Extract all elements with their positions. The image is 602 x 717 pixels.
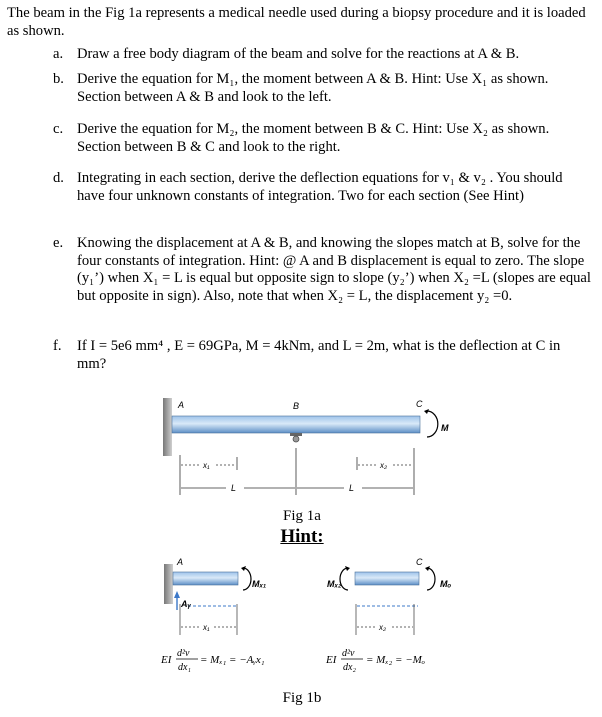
- question-text: Knowing the displacement at A & B, and knowing the slopes match at B, solve for the four constants of integration. Hint: @ A and B displacement is equal to zero. The slope (y₁’) when X₁ = L is equal but opposite sign to slope (y₂’) when X₂ =L (slopes are equal but opposite in sign). Also, note that when X₂ = L, the displacement y₂ =0.: [77, 235, 591, 304]
- caption-fig1a: Fig 1a: [283, 508, 321, 524]
- label-c-hint: C: [416, 557, 423, 567]
- label-x1-hint: x₁: [203, 623, 210, 632]
- label-c: C: [416, 399, 423, 409]
- moment-arrow: [427, 411, 438, 437]
- eq1-denominator: dx₁: [178, 662, 191, 673]
- label-m: M: [441, 423, 449, 433]
- eq2-rhs: = Mₓ₂ = −Mₒ: [366, 654, 425, 666]
- beam-segment-right: [355, 572, 419, 585]
- eq2-numerator: d²v: [342, 648, 355, 659]
- question-text: Derive the equation for M₁, the moment between A & B. Hint: Use X₁ as shown. Section between A & B and look to the left.: [77, 71, 549, 105]
- caption-fig1b: Fig 1b: [282, 690, 322, 706]
- question-text: Derive the equation for M₂, the moment between B & C. Hint: Use X₂ as shown. Section between B & C and look to the right.: [77, 121, 550, 155]
- question-label: e.: [53, 235, 64, 251]
- hint-heading: Hint:: [280, 526, 324, 547]
- question-label: a.: [53, 46, 64, 62]
- intro-text: The beam in the Fig 1a represents a medical needle used during a biopsy procedure and it is loaded as shown.: [7, 5, 586, 39]
- question-label: c.: [53, 121, 64, 137]
- question-text: If I = 5e6 mm⁴ , E = 69GPa, M = 4kNm, and L = 2m, what is the deflection at C in mm?: [77, 338, 561, 372]
- question-text: Draw a free body diagram of the beam and solve for the reactions at A & B.: [77, 46, 520, 62]
- question-text: Integrating in each section, derive the deflection equations for v₁ & v₂ . You should have four unknown constants of integration. Two for each section (See Hint): [77, 170, 563, 204]
- eq2-lhs: EI: [326, 654, 337, 666]
- beam: [172, 416, 420, 433]
- wall-support: [163, 398, 172, 456]
- beam-segment-left: [173, 572, 238, 585]
- label-a: A: [178, 400, 185, 410]
- question-label: b.: [53, 71, 64, 87]
- roller-wheel: [293, 436, 299, 442]
- label-x1: x₁: [203, 461, 210, 470]
- label-a-hint: A: [177, 557, 184, 567]
- label-mx1: Mₓ₁: [252, 579, 267, 589]
- question-label: d.: [53, 170, 64, 186]
- label-x2-hint: x₂: [379, 623, 387, 632]
- question-label: f.: [53, 338, 62, 354]
- eq2-denominator: dx₂: [343, 662, 356, 673]
- label-mo: Mₒ: [440, 579, 452, 589]
- label-ay: Aᵧ: [181, 599, 191, 609]
- eq1-rhs: = Mₓ₁ = −Aᵧx₁: [200, 654, 265, 666]
- roller-support-b: [290, 433, 302, 436]
- eq1-numerator: d²v: [177, 648, 190, 659]
- label-mx2: Mₓ₂: [327, 579, 342, 589]
- label-l2: L: [349, 483, 355, 493]
- label-b: B: [293, 401, 300, 411]
- label-l1: L: [231, 483, 237, 493]
- eq1-lhs: EI: [161, 654, 172, 666]
- label-x2: x₂: [380, 461, 388, 470]
